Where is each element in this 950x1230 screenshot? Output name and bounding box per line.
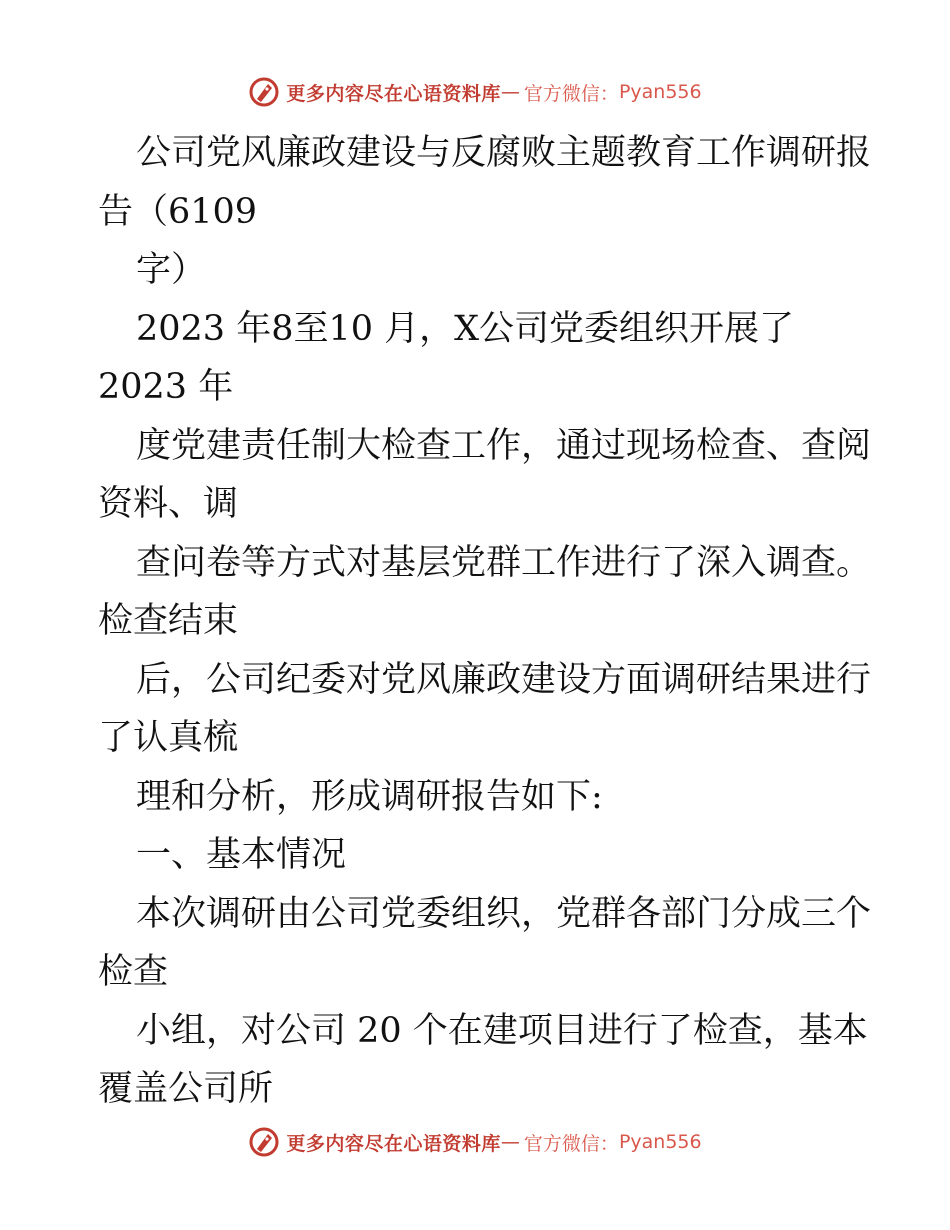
text-line: 本次调研由公司党委组织，党群各部门分成三个 [136,893,872,934]
text-line: 告（6109 [98,191,258,232]
section-heading: 一、基本情况 [136,835,347,875]
text-line: 度党建责任制大检查工作，通过现场检查、查阅 [136,425,872,466]
pen-nib-logo-icon [248,1126,280,1158]
watermark-account: Pyan556 [618,81,702,103]
text-line: 检查 [98,952,169,992]
text-line: 2023 年8至10 月，X公司党委组织开展了 [136,308,795,349]
document-body [98,124,872,1119]
text-line: 资料、调 [98,484,239,524]
text-line: 理和分析，形成调研报告如下: [136,776,603,817]
watermark-separator: — [500,1131,520,1153]
header-watermark [0,72,950,112]
watermark-label: 官方微信： [523,82,619,105]
text-line: 查问卷等方式对基层党群工作进行了深入调查。 [136,542,872,583]
text-line: 小组，对公司 20 个在建项目进行了检查，基本 [136,1010,868,1051]
watermark-separator: — [500,81,520,103]
text-line: 公司党风廉政建设与反腐败主题教育工作调研报 [136,133,872,173]
text-line: 了认真梳 [98,718,239,758]
watermark-brand: 更多内容尽在心语资料库 [286,1132,501,1155]
text-line: 2023 年 [98,367,234,407]
pen-nib-logo-icon [248,76,280,108]
text-line: 覆盖公司所 [98,1069,274,1109]
watermark-brand: 更多内容尽在心语资料库 [286,82,501,105]
text-line: 检查结束 [98,601,239,641]
watermark-label: 官方微信： [523,1132,619,1155]
text-line: 字） [136,250,207,290]
footer-watermark [0,1122,950,1162]
text-line: 后，公司纪委对党风廉政建设方面调研结果进行 [136,659,872,700]
watermark-account: Pyan556 [618,1131,702,1153]
